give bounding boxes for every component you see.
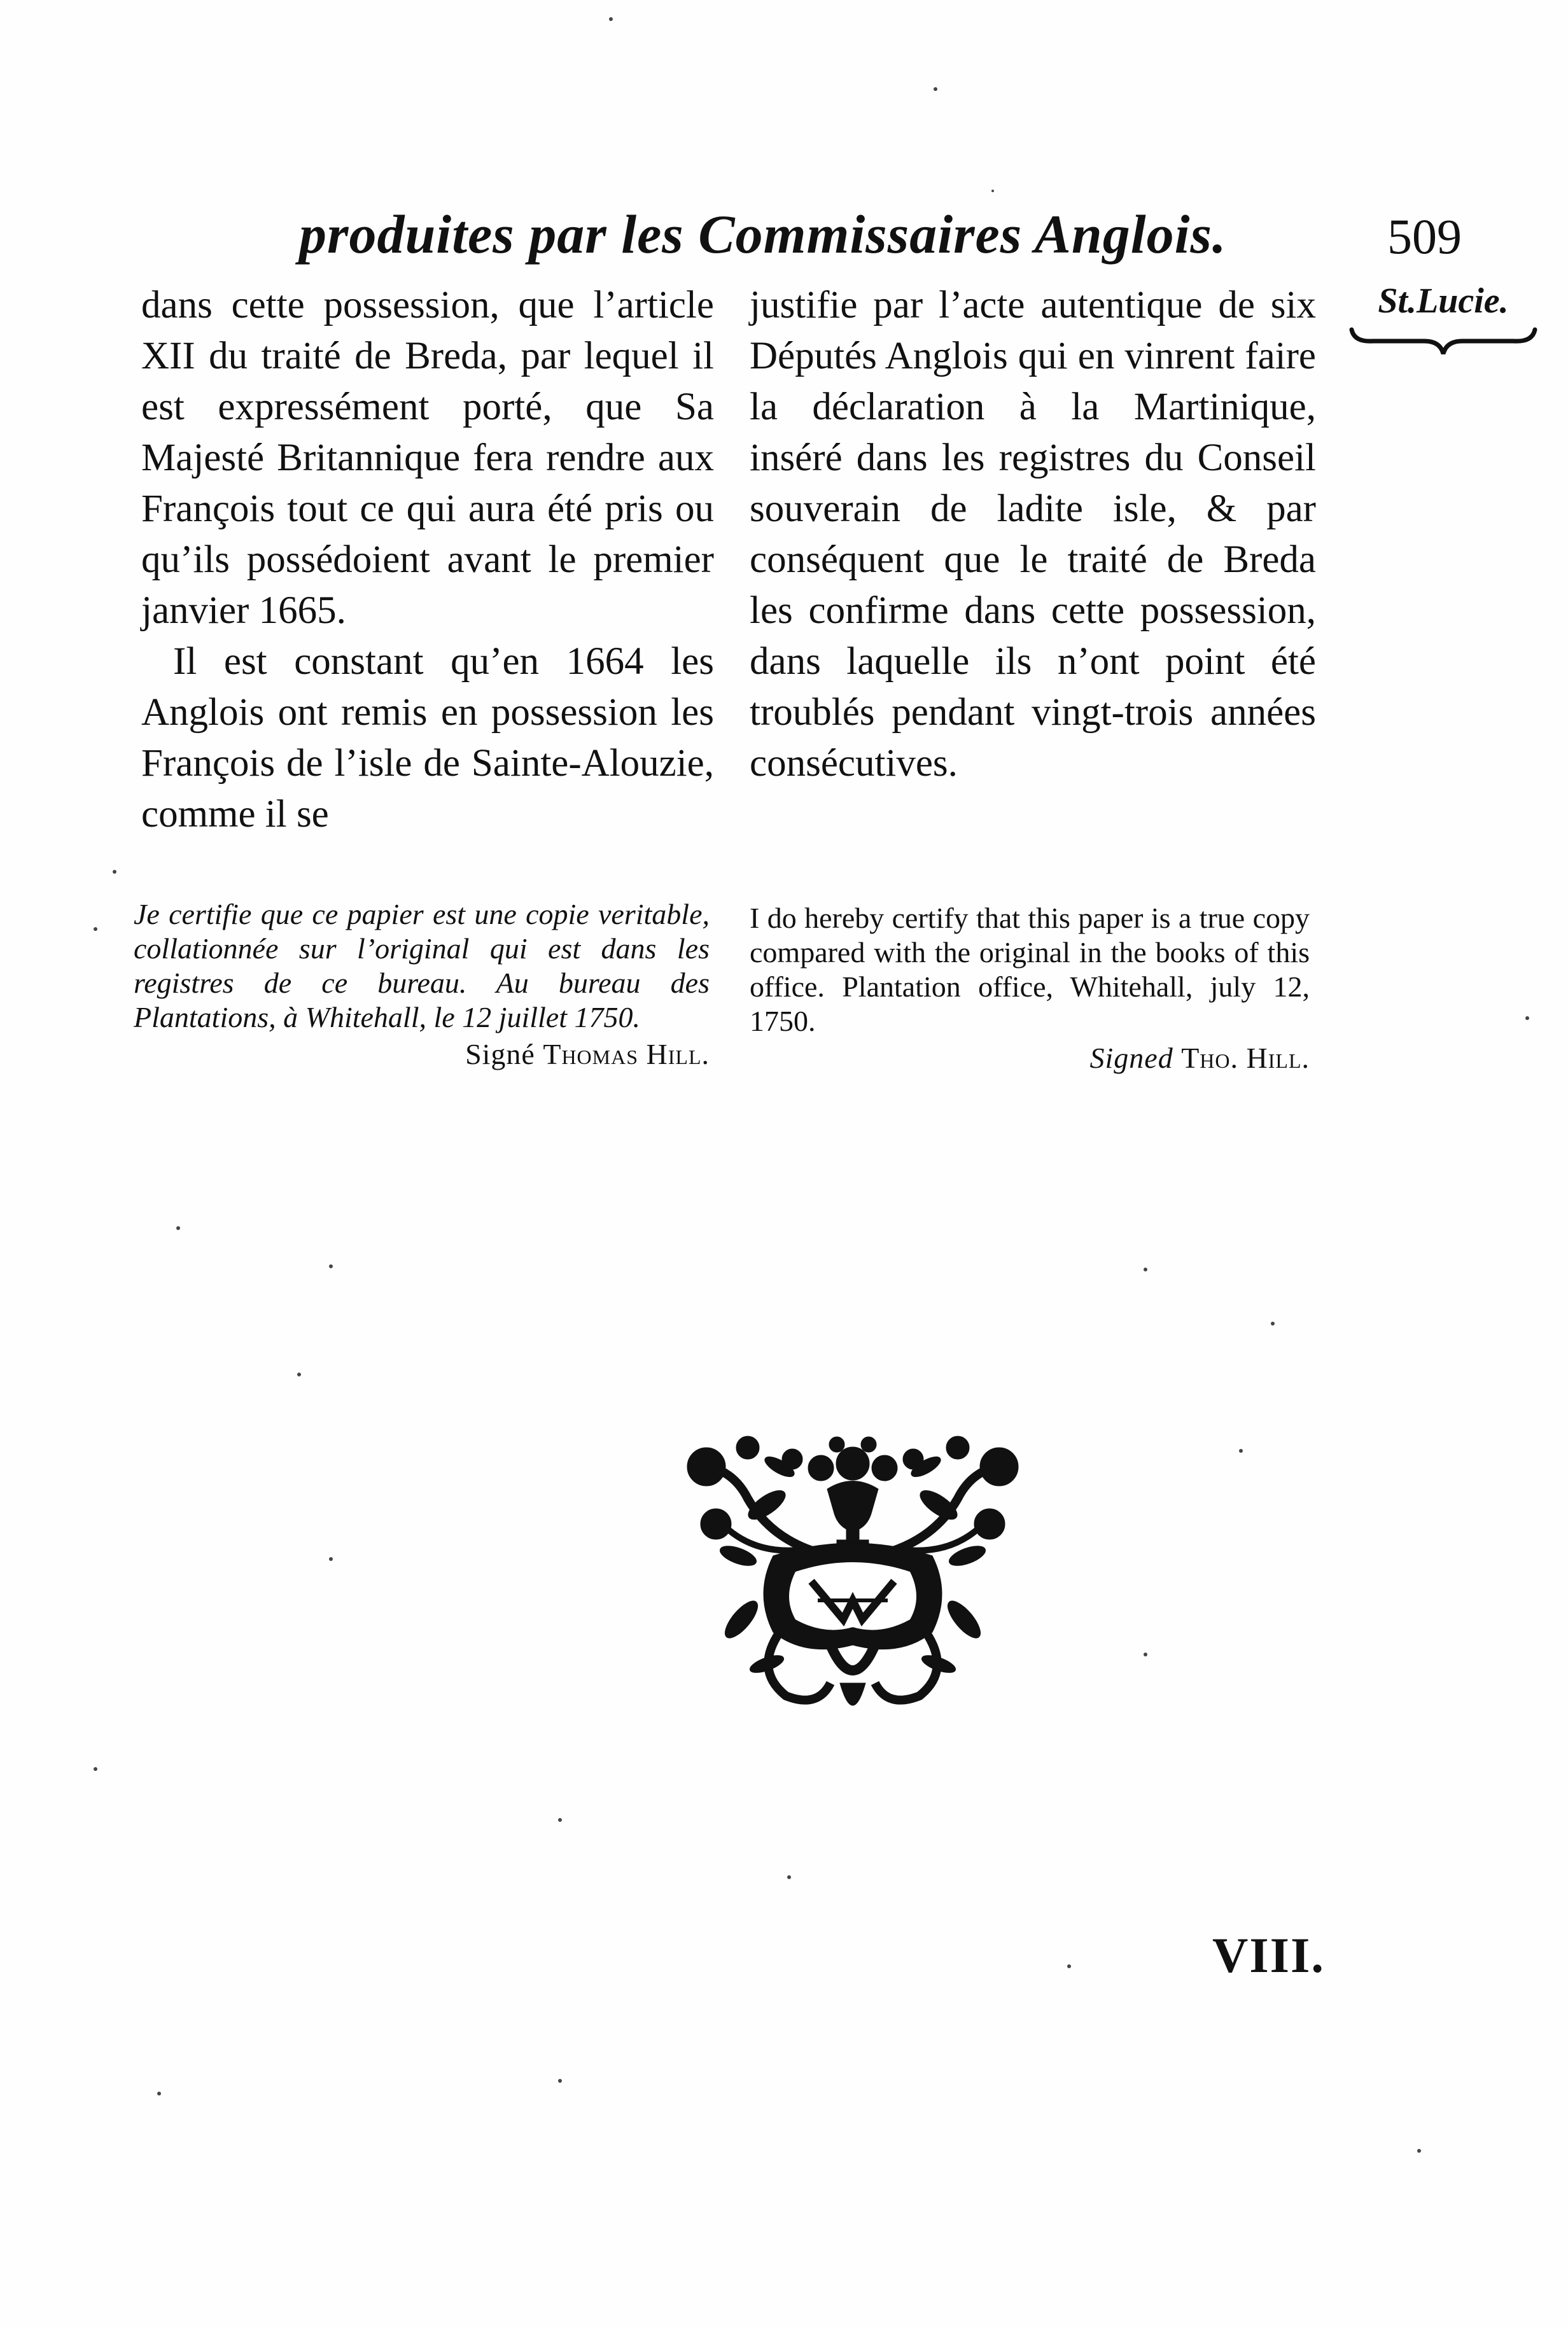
right-column [750,280,1316,789]
floral-vase-ornament-icon [678,1429,1028,1740]
page-number: 509 [1387,209,1462,264]
certificate-english [750,901,1310,1075]
signed-name: Tho. Hill. [1181,1042,1310,1074]
certificate-french-text: Je certifie que ce papier est une copie veritable, collationnée sur l’original qui est dans les registres de ce bureau. Au bureau des Plantations, à Whitehall, le 12 juillet 1750. [134,898,710,1033]
signed-label: Signed [1089,1042,1173,1074]
right-paragraph-1: justifie par l’acte autentique de six Députés Anglois qui en vinrent faire la déclaration à la Martinique, inséré dans les registres du Conseil souverain de ladite isle, & par conséquent que le traité de Breda les confirme dans cette possession, dans laquelle ils n’ont point été troublés pendant vingt-trois années consécutives. [750,284,1316,785]
running-title: produites par les Commissaires Anglois. [299,204,1227,265]
left-paragraph-1: dans cette possession, que l’article XII du traité de Breda, par lequel il est expressément porté, que Sa Majesté Britannique fera rendre aux François tout ce qui aura été pris ou qu’ils possédoient avant le premier janvier 1665. [141,284,714,632]
certificate-french [134,897,710,1072]
margin-note: St.Lucie. [1378,281,1509,321]
margin-brace-icon [1348,326,1539,356]
certificate-french-signature [134,1037,710,1072]
left-paragraph-2: Il est constant qu’en 1664 les Anglois ont remis en possession les François de l’isle de Sainte-Alouzie, comme il se [141,640,714,836]
certificate-english-signature [750,1041,1310,1075]
catchword: VIII. [1212,1927,1325,1983]
certificate-english-text: I do hereby certify that this paper is a true copy compared with the original in the books of this office. Plantation office, Whitehall, july 12, 1750. [750,902,1310,1037]
signed-name: Thomas Hill. [543,1038,710,1070]
signed-label: Signé [465,1038,535,1070]
left-column [141,280,714,840]
